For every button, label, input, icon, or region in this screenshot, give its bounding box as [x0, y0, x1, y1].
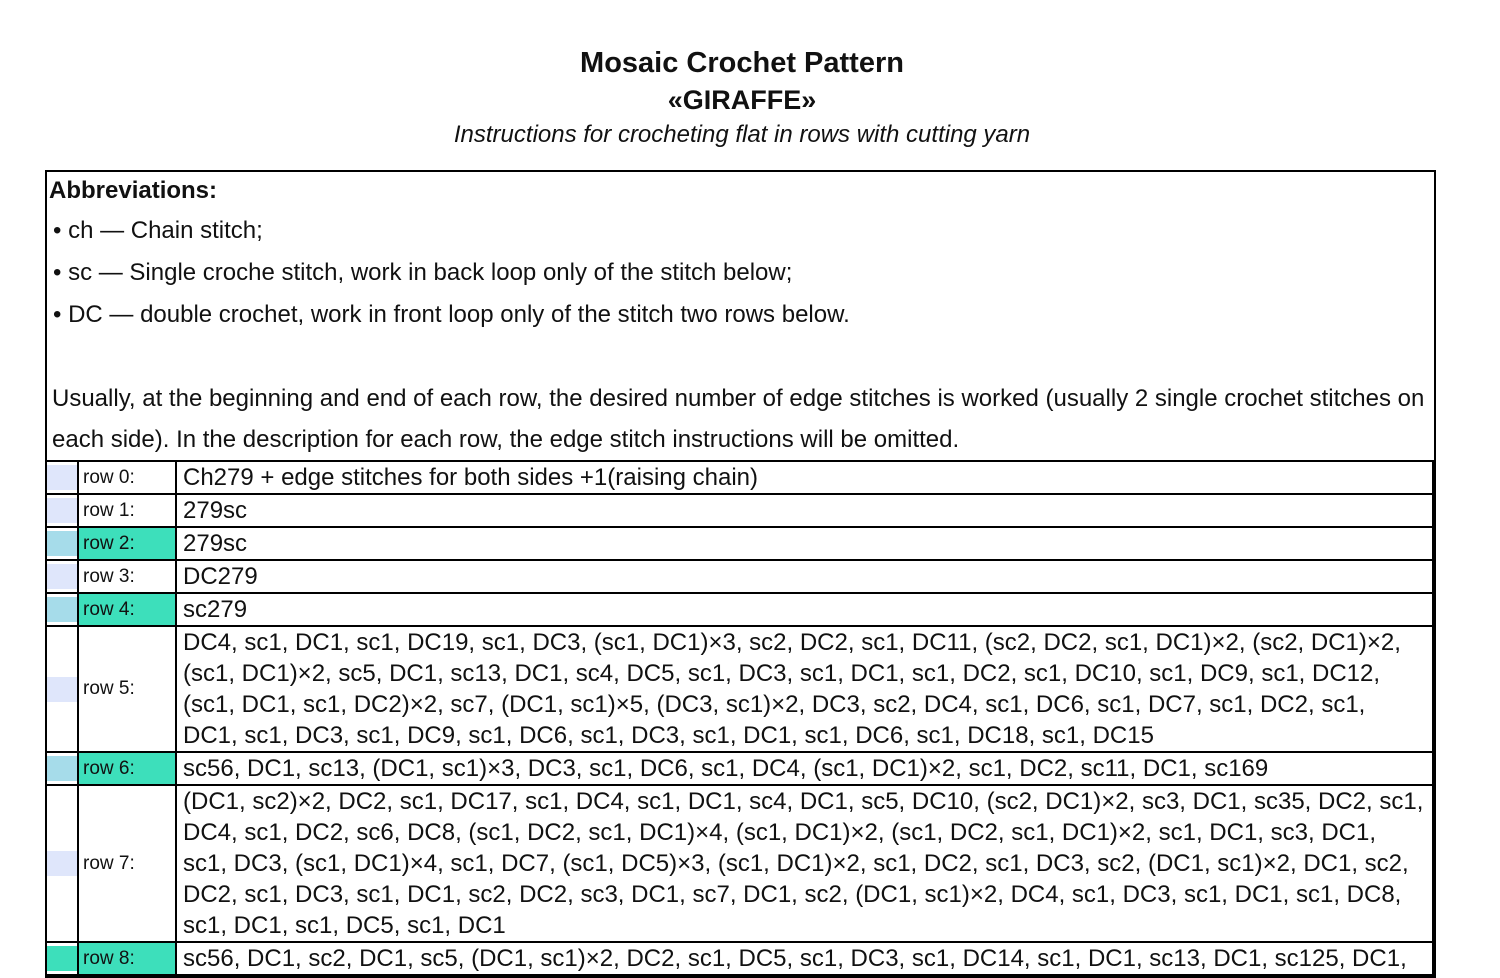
row-color-swatch: [47, 752, 78, 785]
row-instructions: (DC1, sc2)×2, DC2, sc1, DC17, sc1, DC4, sc1, DC1, sc4, DC1, sc5, DC10, (sc2, DC1)×2, sc3, DC1, sc35, DC2, sc1, DC4, sc1, DC2, sc6, DC8, (sc1, DC2, sc1, DC1)×4, (sc1, DC1)×2, (sc1, DC2, sc1, DC1)×2, sc1, DC1, sc3, DC1, sc1, DC3, (sc1, DC1)×4, sc1, DC7, (sc1, DC5)×3, (sc1, DC1)×2, sc1, DC2, sc1, DC3, sc2, (DC1, sc1)×2, DC1, sc2, DC2, sc1, DC3, sc1, DC1, sc2, DC2, sc3, DC1, sc7, DC1, sc2, (DC1, sc1)×2, DC4, sc1, DC3, sc1, DC1, sc1, DC8, sc1, DC1, sc1, DC5, sc1, DC1: [176, 785, 1433, 942]
row-color-swatch: [47, 785, 78, 942]
pattern-row: [47, 461, 1433, 494]
row-label: row 6:: [78, 752, 176, 785]
swatch-fill: [47, 756, 77, 781]
row-label: row 4:: [78, 593, 176, 626]
row-instructions: Ch279 + edge stitches for both sides +1(raising chain): [176, 461, 1433, 494]
row-color-swatch: [47, 593, 78, 626]
pattern-row: [47, 527, 1433, 560]
abbreviation-item: • sc — Single croche stitch, work in back loop only of the stitch below;: [53, 259, 793, 286]
row-color-swatch: [47, 942, 78, 975]
swatch-fill: [47, 564, 77, 589]
row-instructions: DC279: [176, 560, 1433, 593]
pattern-row: [47, 785, 1433, 942]
row-label: row 7:: [78, 785, 176, 942]
row-label: row 2:: [78, 527, 176, 560]
row-color-swatch: [47, 626, 78, 752]
row-label: row 3:: [78, 560, 176, 593]
swatch-fill: [47, 851, 77, 876]
row-instructions: 279sc: [176, 494, 1433, 527]
abbreviations-section: [47, 172, 1434, 378]
row-instructions: sc56, DC1, sc13, (DC1, sc1)×3, DC3, sc1, DC6, sc1, DC4, (sc1, DC1)×2, sc1, DC2, sc11, DC1, sc169: [176, 752, 1433, 785]
row-instructions: sc56, DC1, sc2, DC1, sc5, (DC1, sc1)×2, DC2, sc1, DC5, sc1, DC3, sc1, DC14, sc1, DC1, sc13, DC1, sc125, DC1,: [176, 942, 1433, 975]
row-label: row 1:: [78, 494, 176, 527]
pattern-row: [47, 560, 1433, 593]
row-instructions: sc279: [176, 593, 1433, 626]
row-color-swatch: [47, 461, 78, 494]
pattern-row: [47, 626, 1433, 752]
page-title: Mosaic Crochet Pattern: [580, 47, 904, 79]
row-instructions: DC4, sc1, DC1, sc1, DC19, sc1, DC3, (sc1, DC1)×3, sc2, DC2, sc1, DC11, (sc2, DC2, sc1, DC1)×2, (sc2, DC1)×2, (sc1, DC1)×2, sc5, DC1, sc13, DC1, sc4, DC5, sc1, DC3, sc1, DC1, sc1, DC2, sc1, DC10, sc1, DC9, sc1, DC12, (sc1, DC1, sc1, DC2)×2, sc7, (DC1, sc1)×5, (DC3, sc1)×2, DC3, sc2, DC4, sc1, DC6, sc1, DC7, sc1, DC2, sc1, DC1, sc1, DC3, sc1, DC9, sc1, DC6, sc1, DC3, sc1, DC1, sc1, DC6, sc1, DC18, sc1, DC15: [176, 626, 1433, 752]
swatch-fill: [47, 465, 77, 490]
edge-stitch-note: Usually, at the beginning and end of each row, the desired number of edge stitches is worked (usually 2 single crochet stitches on each side). In the description for each row, the edge stitch instructions will be omitted.: [52, 385, 1425, 453]
swatch-fill: [47, 597, 77, 622]
row-color-swatch: [47, 527, 78, 560]
pattern-row: [47, 593, 1433, 626]
swatch-fill: [47, 677, 77, 702]
pattern-row: [47, 752, 1433, 785]
pattern-row: [47, 942, 1433, 975]
rows-table: [47, 460, 1434, 976]
swatch-fill: [47, 531, 77, 556]
row-label: row 8:: [78, 942, 176, 975]
row-instructions: 279sc: [176, 527, 1433, 560]
abbreviation-item: • DC — double crochet, work in front loop only of the stitch two rows below.: [53, 301, 850, 328]
row-color-swatch: [47, 560, 78, 593]
row-label: row 5:: [78, 626, 176, 752]
pattern-box: [45, 170, 1436, 978]
swatch-fill: [47, 498, 77, 523]
pattern-name: «GIRAFFE»: [667, 85, 817, 115]
instructions-subtitle: Instructions for crocheting flat in rows with cutting yarn: [453, 121, 1031, 148]
pattern-header: [0, 44, 1484, 152]
row-color-swatch: [47, 494, 78, 527]
abbreviation-item: • ch — Chain stitch;: [53, 217, 263, 244]
row-label: row 0:: [78, 461, 176, 494]
abbreviations-heading: Abbreviations:: [49, 177, 218, 204]
pattern-row: [47, 494, 1433, 527]
swatch-fill: [47, 946, 77, 971]
